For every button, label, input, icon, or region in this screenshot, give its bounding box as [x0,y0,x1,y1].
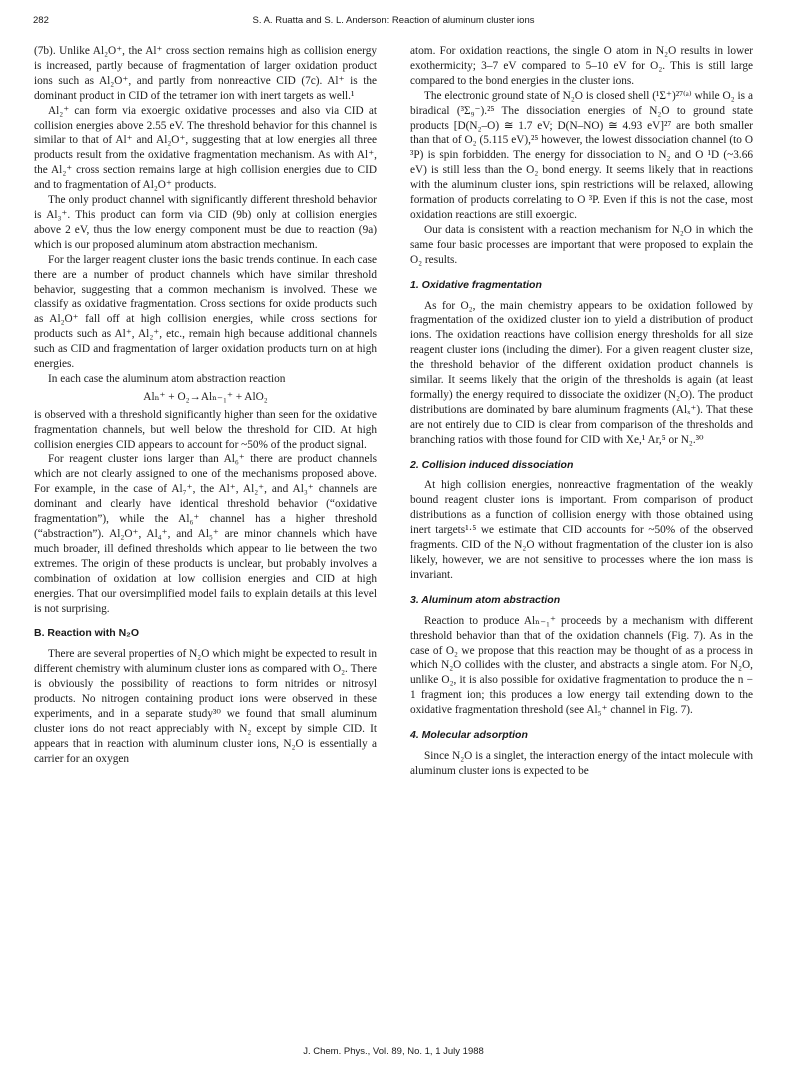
paragraph: (7b). Unlike Al₂O⁺, the Al⁺ cross section remains high as collision energy is increased, partly because of fragmentation of larger oxidation product ions such as Al₂O⁺, and partly from nonreactive CID (7c). Al⁺ is the dominant product in CID of the tetramer ion with inert targets as well.¹ [34,45,377,102]
paragraph: is observed with a threshold significantly higher than seen for the oxidative fragmentation channels, but well below the threshold for CID. At high collision energies CID appears to account for ~50% of the product signal. [34,408,377,451]
page-number: 282 [33,15,49,26]
paragraph: The electronic ground state of N₂O is closed shell (¹Σ⁺)²⁷⁽ᵃ⁾ while O₂ is a biradical (³Σ₉⁻).²⁵ The dissociation energies of N₂O to ground state products [D(N₂–O) ≅ 1.7 eV; D(N–NO) ≅ 4.93 eV]²⁷ are both smaller than that of O₂ (5.115 eV),²⁵ however, the lowest dissociation channel (to O ³P) is spin forbidden. The energy for dissociation to N₂ and O ¹D (~3.66 eV) is still less than the O₂ bond energy. It seems likely that in reactions with the aluminum cluster ions, spin restrictions will be relaxed, allowing formation of products correlating to O ³P. Even if this is not the case, most oxidation reactions are still exoergic. [410,89,753,221]
paragraph: Since N₂O is a singlet, the interaction energy of the intact molecule with aluminum cluster ions is expected to be [410,749,753,777]
paragraph: As for O₂, the main chemistry appears to be oxidation followed by fragmentation of the oxidized cluster ion to yield a distribution of product ions. The oxidation reactions have collision energy thresholds for all size reagent cluster ions (including the dimer). For a given reagent cluster size, the threshold behavior of the different oxidation product channels is similar. It seems likely that the origin of the thresholds is again (at least formally) the energy required to dissociate the oxidizer (N₂O). The product distributions are dominated by bare aluminum fragments (Alₓ⁺). That these are not entirely due to CID is clear from comparison of the thresholds and branching ratios with those found for CID with Xe,¹ Ar,⁵ or N₂.³⁰ [410,299,753,446]
paragraph: There are several properties of N₂O which might be expected to result in different chemistry with aluminum cluster ions as compared with O₂. There is obviously the possibility of reactions to form nitrides or nitrosyl products. No nitrogen containing product ions were observed in these experiments, and in a separate study³⁰ we found that small aluminum cluster ions do not react appreciably with N₂ except by simple CID. It appears that in reaction with aluminum cluster ions, N₂O is essentially a carrier for an oxygen [34,648,377,765]
equation: Alₙ⁺ + O₂→Alₙ₋₁⁺ + AlO₂ [143,390,268,403]
paragraph: At high collision energies, nonreactive fragmentation of the weakly bound reagent cluster ions is important. From comparison of product distributions as a function of collision energy with those obtained using inert targets¹·⁵ we estimate that CID accounts for ~50% of the observed fragments. CID of the N₂O without fragmentation of the cluster ion is also likely, however, we are not sensitive to processes where the ion mass is invariant. [410,479,753,581]
left-column [34,44,377,767]
paragraph: For reagent cluster ions larger than Al₆⁺ there are product channels which are not clearly assigned to one of the mechanisms proposed above. For example, in the case of Al₇⁺, the Al⁺, Al₂⁺, and Al₃⁺ channels are dominant and clearly have identical threshold behavior (“oxidative fragmentation”), while the Al₆⁺ channel has a higher threshold (“abstraction”). Al₂O⁺, Al₄⁺, and Al₅⁺ are minor channels which have much broader, ill defined thresholds which appear to lie between the two extremes. The origin of these products is unclear, but probably involves a combination of oxidation at low collision energies and CID at high energies. That our oversimplified model fails to explain details at this level is not surprising. [34,453,377,615]
paragraph: The only product channel with significantly different threshold behavior is Al₃⁺. This product can form via CID (9b) only at collision energies above 2 eV, thus the low energy component must be due to reaction (9a) which is our proposed aluminum atom abstraction mechanism. [34,194,377,251]
paragraph: Reaction to produce Alₙ₋₁⁺ proceeds by a mechanism with different threshold behavior than that of the oxidation channels (Fig. 7). As in the case of O₂ we propose that this reaction may be thought of as a process in which N₂O collides with the cluster, and abstracts a single atom. For N₂O, unlike O₂, it is also possible for oxidative fragmentation to produce the n − 1 fragment ion; this produces a low energy tail extending down to the oxidative fragmentation threshold (see Al₅⁺ channel in Fig. 7). [410,614,753,717]
right-column [410,44,753,779]
running-title: S. A. Ruatta and S. L. Anderson: Reaction of aluminum cluster ions [252,15,535,26]
paragraph: atom. For oxidation reactions, the single O atom in N₂O results in lower exothermicity; 3–7 eV compared to 5–10 eV for O₂. This is still large compared to the bond energies in the cluster ions. [410,45,753,87]
paragraph: Our data is consistent with a reaction mechanism for N₂O in which the same four basic processes are important that were proposed to explain the O₂ results. [410,223,753,266]
subsection-heading: 3. Aluminum atom abstraction [410,593,561,606]
subsection-heading: 4. Molecular adsorption [410,729,528,742]
paragraph: In each case the aluminum atom abstraction reaction [48,372,286,385]
journal-citation-footer: J. Chem. Phys., Vol. 89, No. 1, 1 July 1988 [303,1046,484,1057]
paragraph: For the larger reagent cluster ions the basic trends continue. In each case there are a number of product channels which have similar threshold behavior, suggesting that a common mechanism is involved. These we classify as oxidative fragmentation. Cross sections for oxide products such as Al₂O⁺ fall off at high collision energies, while cross sections for products such as Al⁺, Al₂⁺, etc., remain high because additional channels such as CID and fragmentation of larger oxidation products turn on at high energies. [34,253,377,371]
paragraph: Al₂⁺ can form via exoergic oxidative processes and also via CID at collision energies above 2.55 eV. The threshold behavior for this channel is similar to that of Al⁺ and Al₂O⁺, suggesting that at low energies all three products result from the oxidative fragmentation mechanism. As with Al⁺, the Al₂⁺ cross section remains large at high collision energies due to CID and to fragmentation of Al₂O⁺ products. [34,104,377,192]
subsection-heading: 1. Oxidative fragmentation [410,278,542,291]
subsection-heading: 2. Collision induced dissociation [410,458,574,471]
section-heading: B. Reaction with N₂O [34,627,140,640]
